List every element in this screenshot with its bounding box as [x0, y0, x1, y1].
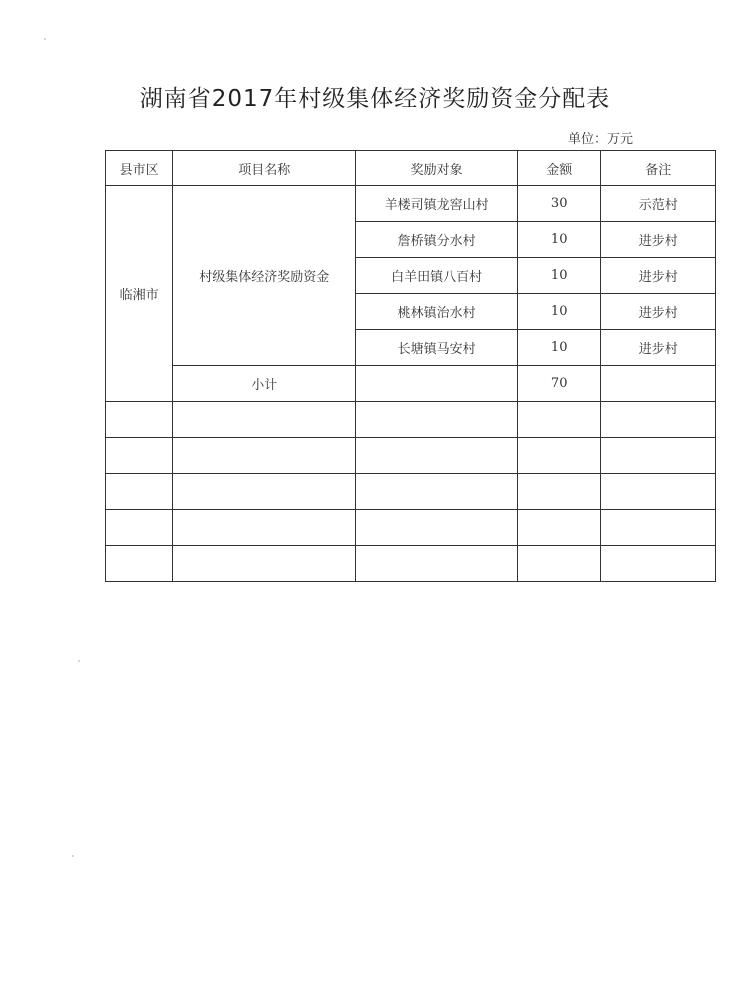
empty-row [106, 510, 716, 546]
scan-speck [44, 38, 46, 40]
subtotal-note-cell [601, 366, 716, 402]
subtotal-empty-cell [356, 366, 518, 402]
subtotal-amount: 70 [518, 366, 601, 402]
amount-cell: 10 [518, 294, 601, 330]
empty-row [106, 402, 716, 438]
note-cell: 进步村 [601, 258, 716, 294]
subtotal-label: 小计 [173, 366, 356, 402]
note-cell: 进步村 [601, 222, 716, 258]
header-note: 备注 [601, 151, 716, 186]
unit-note: 单位：万元 [568, 132, 634, 147]
note-cell: 示范村 [601, 186, 716, 222]
header-county: 县市区 [106, 151, 173, 186]
header-amount: 金额 [518, 151, 601, 186]
note-cell: 进步村 [601, 330, 716, 366]
note-cell: 进步村 [601, 294, 716, 330]
target-cell: 长塘镇马安村 [356, 330, 518, 366]
header-target: 奖励对象 [356, 151, 518, 186]
project-cell: 村级集体经济奖励资金 [173, 186, 356, 366]
allocation-table [105, 150, 716, 582]
empty-row [106, 474, 716, 510]
target-cell: 白羊田镇八百村 [356, 258, 518, 294]
amount-cell: 30 [518, 186, 601, 222]
target-cell: 桃林镇治水村 [356, 294, 518, 330]
empty-row [106, 438, 716, 474]
table-row [106, 186, 716, 222]
page-title: 湖南省2017年村级集体经济奖励资金分配表 [139, 86, 611, 112]
scan-speck [72, 855, 74, 857]
target-cell: 羊楼司镇龙窖山村 [356, 186, 518, 222]
subtotal-row [106, 366, 716, 402]
county-cell: 临湘市 [106, 186, 173, 402]
table-header-row [106, 151, 716, 186]
amount-cell: 10 [518, 330, 601, 366]
header-project: 项目名称 [173, 151, 356, 186]
scan-speck [78, 660, 80, 662]
target-cell: 詹桥镇分水村 [356, 222, 518, 258]
empty-row [106, 546, 716, 582]
amount-cell: 10 [518, 258, 601, 294]
amount-cell: 10 [518, 222, 601, 258]
